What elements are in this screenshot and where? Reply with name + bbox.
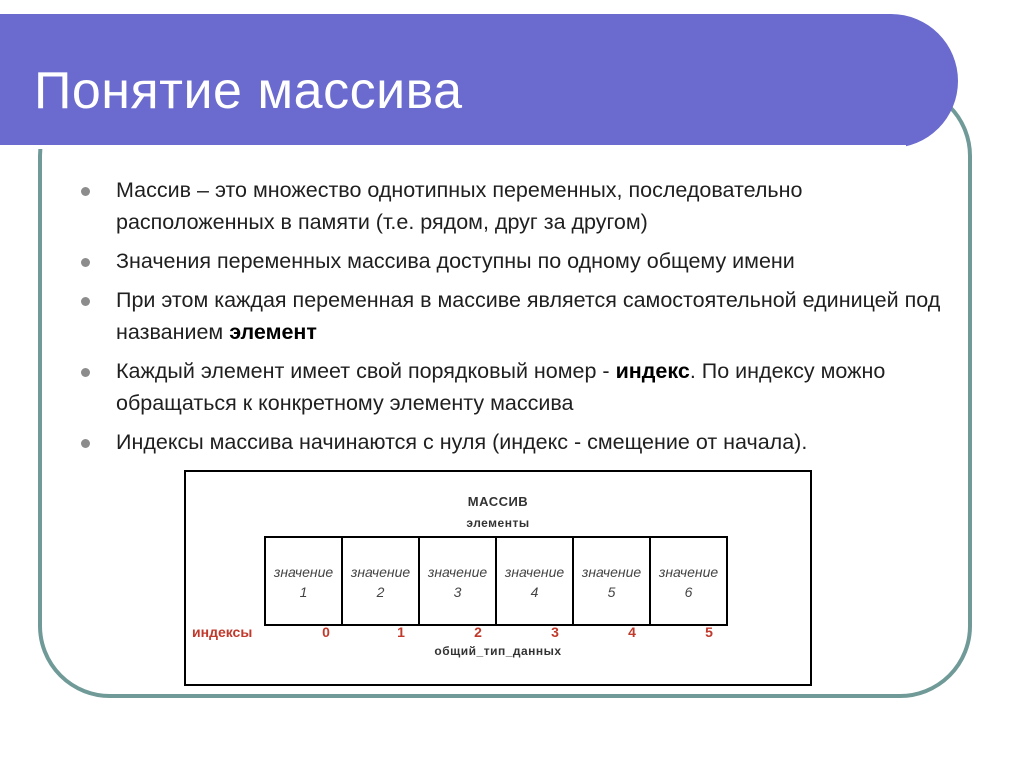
array-cell bbox=[651, 538, 728, 624]
cell-word: значение bbox=[427, 564, 488, 580]
index-value: 0 bbox=[322, 624, 330, 640]
cell-number: 3 bbox=[453, 584, 462, 600]
bullet-bold-term: индекс bbox=[615, 359, 690, 383]
title-underline bbox=[0, 145, 906, 149]
title-bar bbox=[0, 14, 958, 148]
index-value: 1 bbox=[397, 624, 405, 640]
array-cell bbox=[497, 538, 574, 624]
bullet-dot-icon bbox=[81, 439, 90, 448]
bullet-text: Каждый элемент имеет свой порядковый номер - bbox=[116, 359, 616, 383]
array-cell bbox=[420, 538, 497, 624]
bullet-dot-icon bbox=[81, 187, 90, 196]
bullet-item bbox=[76, 245, 956, 277]
bullet-dot-icon bbox=[81, 297, 90, 306]
diagram-footer: общий_тип_данных bbox=[434, 644, 562, 658]
array-diagram bbox=[184, 470, 812, 686]
index-value: 4 bbox=[628, 624, 636, 640]
diagram-subheading: элементы bbox=[466, 516, 530, 530]
indexes-label: индексы bbox=[192, 624, 253, 640]
index-value: 2 bbox=[474, 624, 482, 640]
array-cell bbox=[266, 538, 343, 624]
array-cell bbox=[574, 538, 651, 624]
slide-title: Понятие массива bbox=[34, 62, 463, 120]
bullet-item bbox=[76, 426, 956, 458]
bullet-text: Значения переменных массива доступны по одному общему имени bbox=[116, 249, 795, 273]
bullet-text: Индексы массива начинаются с нуля (индекс - смещение от начала). bbox=[116, 430, 808, 454]
array-cells bbox=[264, 536, 728, 626]
bullet-text: При этом каждая переменная в массиве является самостоятельной единицей под названием bbox=[116, 288, 941, 344]
bullet-bold-term: элемент bbox=[229, 320, 317, 344]
bullet-dot-icon bbox=[81, 258, 90, 267]
cell-word: значение bbox=[581, 564, 642, 580]
diagram-heading: МАССИВ bbox=[467, 494, 529, 509]
cell-number: 2 bbox=[376, 584, 385, 600]
cell-number: 4 bbox=[530, 584, 539, 600]
cell-number: 1 bbox=[299, 584, 308, 600]
bullet-text: Массив – это множество однотипных переменных, последовательно расположенных в памяти (т.е. рядом, друг за другом) bbox=[116, 178, 803, 234]
bullet-text: . По индексу можно обращаться к конкретному элементу массива bbox=[116, 359, 886, 415]
cell-number: 5 bbox=[607, 584, 616, 600]
index-value: 3 bbox=[551, 624, 559, 640]
array-cell bbox=[343, 538, 420, 624]
cell-word: значение bbox=[658, 564, 719, 580]
index-value: 5 bbox=[705, 624, 713, 640]
bullet-item bbox=[76, 355, 956, 419]
bullet-item bbox=[76, 284, 956, 348]
bullet-item bbox=[76, 174, 956, 238]
bullet-dot-icon bbox=[81, 368, 90, 377]
bullet-list bbox=[76, 174, 956, 465]
cell-word: значение bbox=[273, 564, 334, 580]
cell-word: значение bbox=[350, 564, 411, 580]
cell-number: 6 bbox=[684, 584, 693, 600]
cell-word: значение bbox=[504, 564, 565, 580]
